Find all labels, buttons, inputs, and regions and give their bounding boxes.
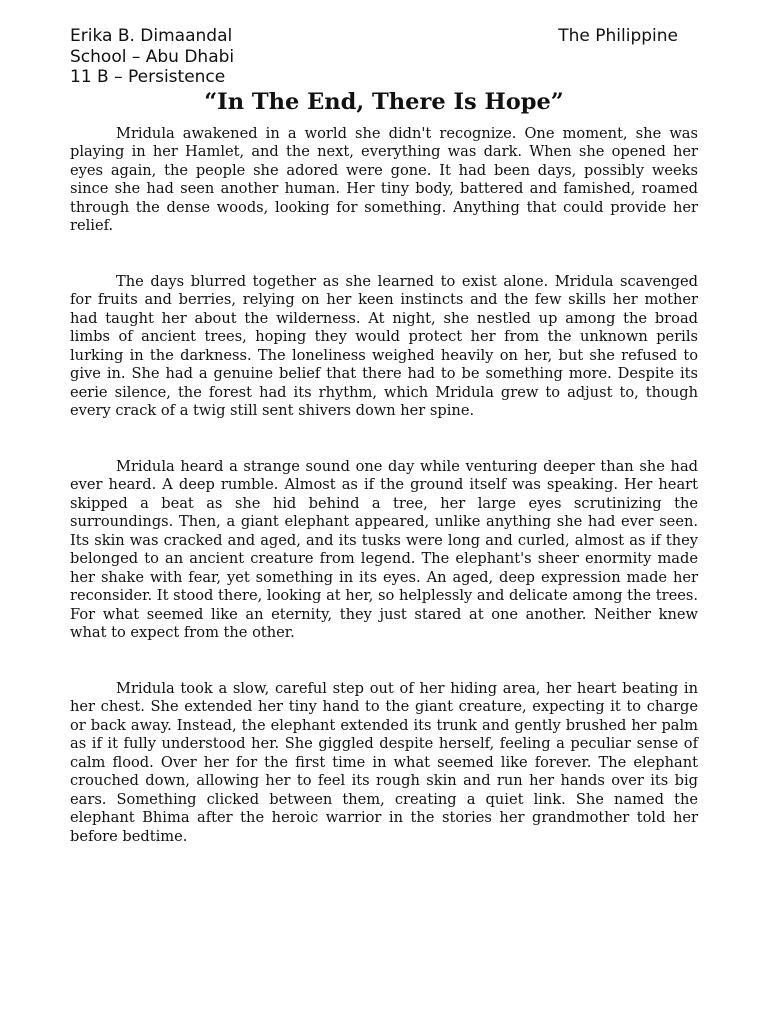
class-section: 11 B – Persistence <box>70 67 226 87</box>
document-page <box>70 26 698 883</box>
essay-body <box>70 125 698 847</box>
paragraph: Mridula awakened in a world she didn't recognize. One moment, she was playing in her Hamlet, and the next, everything was dark. When she opened her eyes again, the people she adored were gone. It had been days, possibly weeks since she had seen another human. Her tiny body, battered and famished, roamed through the dense woods, looking for something. Anything that could provide her relief. <box>70 124 698 234</box>
author-name: Erika B. Dimaandal <box>70 26 233 46</box>
author-country: The Philippine <box>558 26 678 46</box>
paragraph: Mridula took a slow, careful step out of her hiding area, her heart beating in her chest. She extended her tiny hand to the giant creature, expecting it to charge or back away. Instead, the elephant extended its trunk and gently brushed her palm as if it fully understood her. She giggled despite herself, feeling a peculiar sense of calm flood. Over her for the first time in what seemed like forever. The elephant crouched down, allowing her to feel its rough skin and run her hands over its big ears. Something clicked between them, creating a quiet link. She named the elephant Bhima after the heroic warrior in the stories her grandmother told her before bedtime. <box>70 679 698 845</box>
document-header <box>70 26 698 88</box>
school-name: School – Abu Dhabi <box>70 46 235 67</box>
paragraph: The days blurred together as she learned to exist alone. Mridula scavenged for fruits and berries, relying on her keen instincts and the few skills her mother had taught her about the wilderness. At night, she nestled up among the broad limbs of ancient trees, hoping they would protect her from the unknown perils lurking in the darkness. The loneliness weighed heavily on her, but she refused to give in. She had a genuine belief that there had to be something more. Despite its eerie silence, the forest had its rhythm, which Mridula grew to adjust to, though every crack of a twig still sent shivers down her spine. <box>70 272 698 419</box>
essay-title: “In The End, There Is Hope” <box>204 88 564 115</box>
paragraph: Mridula heard a strange sound one day while venturing deeper than she had ever heard. A deep rumble. Almost as if the ground itself was speaking. Her heart skipped a beat as she hid behind a tree, her large eyes scrutinizing the surroundings. Then, a giant elephant appeared, unlike anything she had ever seen. Its skin was cracked and aged, and its tusks were long and curled, almost as if they belonged to an ancient creature from legend. The elephant's sheer enormity made her shake with fear, yet something in its eyes. An aged, deep expression made her reconsider. It stood there, looking at her, so helplessly and delicate among the trees. For what seemed like an eternity, they just stared at one another. Neither knew what to expect from the other. <box>70 457 698 641</box>
